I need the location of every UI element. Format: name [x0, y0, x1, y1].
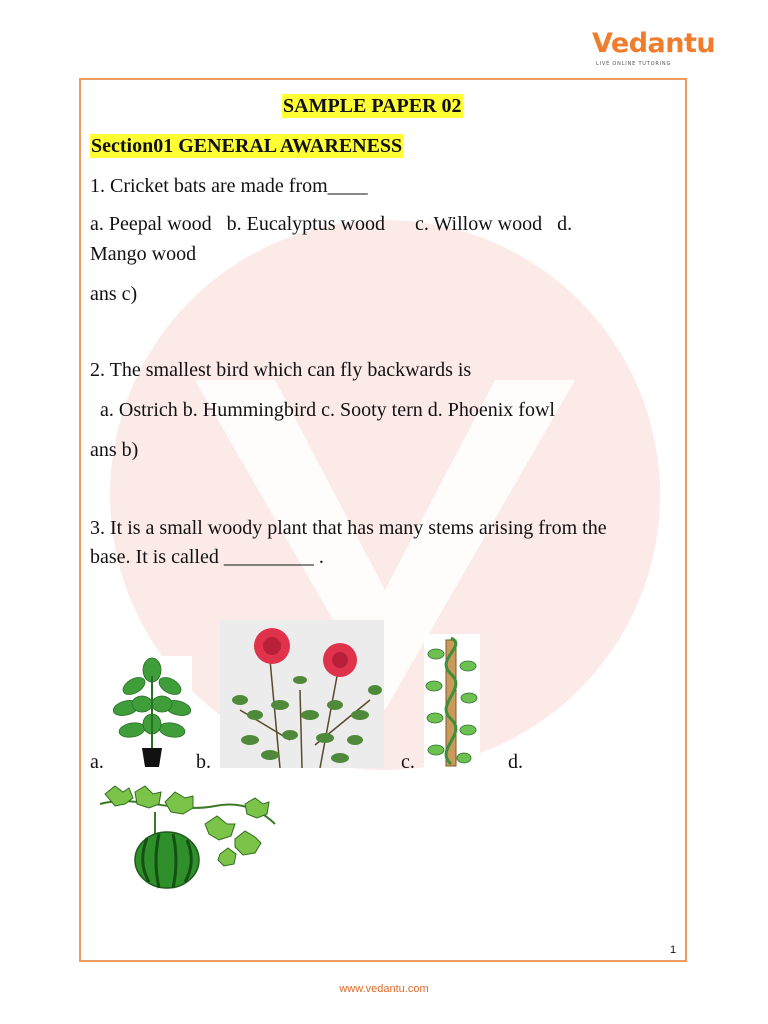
page-number: 1	[670, 944, 677, 956]
question-2-answer: ans b)	[90, 439, 139, 461]
watermelon-creeper-image	[95, 784, 277, 892]
question-1-text: 1. Cricket bats are made from____	[90, 175, 368, 197]
option-b-label: b.	[196, 751, 211, 773]
question-2-options: a. Ostrich b. Hummingbird c. Sooty tern d. Phoenix fowl	[90, 399, 555, 421]
question-1-answer: ans c)	[90, 283, 138, 305]
rose-shrub-image	[220, 620, 384, 768]
paper-title: SAMPLE PAPER 02	[283, 95, 462, 117]
question-2-text: 2. The smallest bird which can fly backwards is	[90, 359, 472, 381]
option-d-label: d.	[508, 751, 523, 773]
option-a-label: a.	[90, 751, 104, 773]
logo-wordmark: Vedantu	[592, 28, 716, 59]
footer-url[interactable]: www.vedantu.com	[339, 983, 429, 995]
option-c-label: c.	[401, 751, 415, 773]
question-1-options-line1: a. Peepal wood b. Eucalyptus wood c. Willow wood d.	[90, 213, 573, 235]
question-3-text-line2: base. It is called _________ .	[90, 546, 324, 568]
herb-plant-image	[112, 656, 192, 768]
logo-tagline: LIVE ONLINE TUTORING	[596, 61, 672, 67]
climber-plant-image	[424, 634, 480, 768]
question-1-options-line2: Mango wood	[90, 243, 197, 265]
section-heading: Section01 GENERAL AWARENESS	[91, 135, 403, 157]
question-3-text-line1: 3. It is a small woody plant that has many stems arising from the	[90, 517, 607, 539]
